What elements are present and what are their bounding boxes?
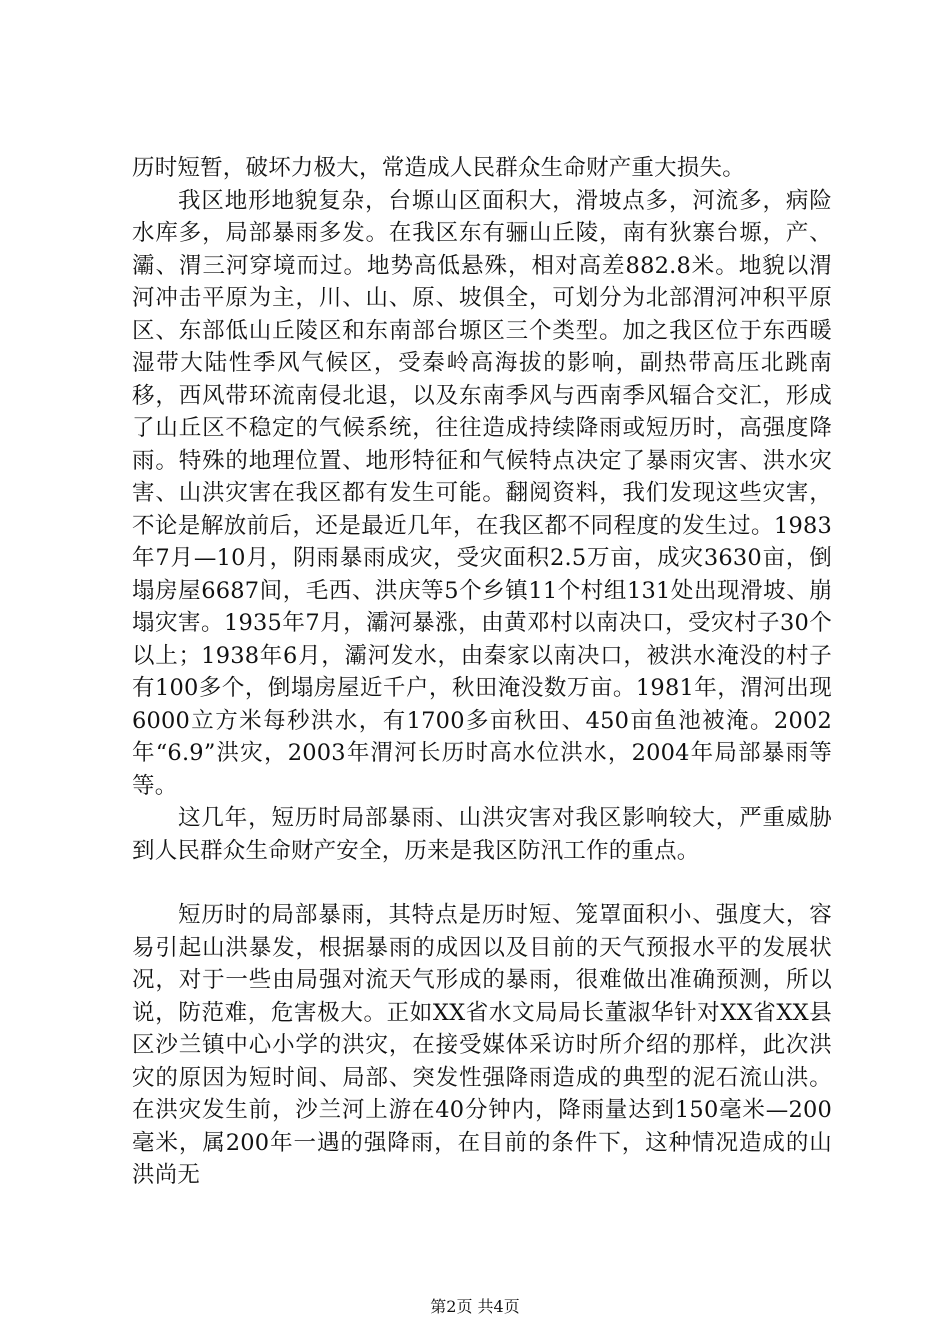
document-body [132, 152, 832, 1192]
paragraph-terrain-history: 我区地形地貌复杂，台塬山区面积大，滑坡点多，河流多，病险水库多，局部暴雨多发。在我区东有骊山丘陵，南有狄寨台塬，产、灞、渭三河穿境而过。地势高低悬殊，相对高差882.8米。地貌以渭河冲击平原为主，川、山、原、坡俱全，可划分为北部渭河冲积平原区、东部低山丘陵区和东南部台塬区三个类型。加之我区位于东西暖湿带大陆性季风气候区，受秦岭高海拔的影响，副热带高压北跳南移，西风带环流南侵北退，以及东南季风与西南季风辐合交汇，形成了山丘区不稳定的气候系统，往往造成持续降雨或短历时，高强度降雨。特殊的地理位置、地形特征和气候特点决定了暴雨灾害、洪水灾害、山洪灾害在我区都有发生可能。翻阅资料，我们发现这些灾害，不论是解放前后，还是最近几年，在我区都不同程度的发生过。1983年7月—10月，阴雨暴雨成灾，受灾面积2.5万亩，成灾3630亩，倒塌房屋6687间，毛西、洪庆等5个乡镇11个村组131处出现滑坡、崩塌灾害。1935年7月，灞河暴涨，由黄邓村以南决口，受灾村子30个以上；1938年6月，灞河发水，由秦家以南决口，被洪水淹没的村子有100多个，倒塌房屋近千户，秋田淹没数万亩。1981年，渭河出现6000立方米每秒洪水，有1700多亩秋田、450亩鱼池被淹。2002年“6.9”洪灾，2003年渭河长历时高水位洪水，2004年局部暴雨等等。 [132, 187, 832, 799]
paragraph-continuation: 历时短暂，破坏力极大，常造成人民群众生命财产重大损失。 [132, 155, 745, 181]
page-footer: 第2页 共4页 [430, 1297, 520, 1316]
paragraph-short-rainstorm: 短历时的局部暴雨，其特点是历时短、笼罩面积小、强度大，容易引起山洪暴发，根据暴雨的成因以及目前的天气预报水平的发展状况，对于一些由局强对流天气形成的暴雨，很难做出准确预测，所以说，防范难，危害极大。正如XX省水文局局长董淑华针对XX省XX县区沙兰镇中心小学的洪灾，在接受媒体采访时所介绍的那样，此次洪灾的原因为短时间、局部、突发性强降雨造成的典型的泥石流山洪。在洪灾发生前，沙兰河上游在40分钟内，降雨量达到150毫米—200毫米，属200年一遇的强降雨，在目前的条件下，这种情况造成的山洪尚无 [132, 902, 832, 1188]
paragraph-recent-impact: 这几年，短历时局部暴雨、山洪灾害对我区影响较大，严重威胁到人民群众生命财产安全，历来是我区防汛工作的重点。 [132, 805, 832, 864]
paragraph-spacer [132, 867, 832, 899]
